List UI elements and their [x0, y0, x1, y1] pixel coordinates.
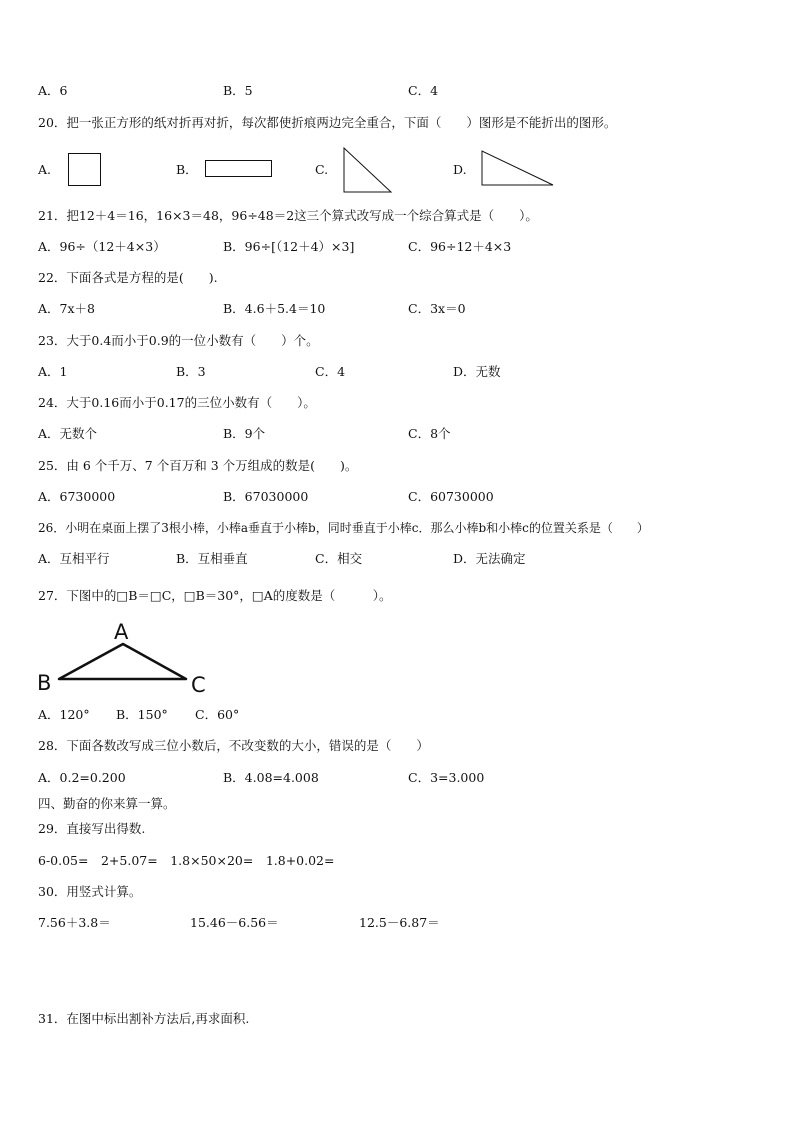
q29-stem: 29．直接写出得数. — [38, 821, 146, 836]
q22-option-c: C．3x＝0 — [408, 301, 466, 316]
q24-option-a: A．无数个 — [38, 426, 98, 441]
section-title: 四、勤奋的你来算一算。 — [38, 796, 176, 811]
q25-option-b: B．67030000 — [223, 489, 309, 504]
q30-expression-2: 15.46－6.56＝ — [190, 915, 279, 930]
q21-stem: 21．把12＋4＝16，16×3＝48，96÷48＝2这三个算式改写成一个综合算式是（ ）。 — [38, 208, 538, 223]
right-triangle-figure — [481, 150, 555, 186]
vertex-label-a: A — [114, 620, 129, 644]
q20-option-d: D. — [453, 162, 467, 177]
q28-stem: 28．下面各数改写成三位小数后，不改变数的大小，错误的是（ ） — [38, 738, 429, 753]
q21-option-b: B．96÷[（12＋4）×3] — [223, 239, 355, 254]
triangle-abc-figure — [36, 618, 216, 698]
q29-items: 6-0.05= 2+5.07= 1.8×50×20= 1.8+0.02= — [38, 853, 335, 868]
vertex-label-c: C — [191, 673, 206, 697]
q23-option-b: B．3 — [176, 364, 206, 379]
q19-option-a: A．6 — [38, 83, 68, 98]
q24-option-b: B．9个 — [223, 426, 266, 441]
q21-option-c: C．96÷12＋4×3 — [408, 239, 512, 254]
q25-option-c: C．60730000 — [408, 489, 494, 504]
q25-stem: 25．由 6 个千万、7 个百万和 3 个万组成的数是( )。 — [38, 458, 358, 473]
q23-option-c: C．4 — [315, 364, 346, 379]
isosceles-right-triangle-figure — [343, 147, 393, 193]
q26-option-d: D．无法确定 — [453, 551, 526, 566]
q27-option-b: B．150° — [116, 707, 168, 722]
q20-option-b: B． — [176, 162, 198, 177]
q30-expression-1: 7.56＋3.8＝ — [38, 915, 111, 930]
q26-stem: 26．小明在桌面上摆了3根小棒，小棒a垂直于小棒b，同时垂直于小棒c．那么小棒b和小棒c的位置关系是（ ） — [38, 521, 649, 535]
square-figure — [68, 153, 102, 187]
q23-stem: 23．大于0.4而小于0.9的一位小数有（ ）个。 — [38, 333, 319, 348]
q28-option-c: C．3=3.000 — [408, 770, 485, 785]
q19-option-c: C．4 — [408, 83, 439, 98]
q19-option-b: B．5 — [223, 83, 253, 98]
q31-stem: 31．在图中标出割补方法后,再求面积. — [38, 1011, 250, 1026]
q22-stem: 22．下面各式是方程的是( ). — [38, 270, 218, 285]
q24-option-c: C．8个 — [408, 426, 451, 441]
q22-option-a: A．7x＋8 — [38, 301, 95, 316]
q20-stem: 20．把一张正方形的纸对折再对折，每次都使折痕两边完全重合，下面（ ）图形是不能折出的图形。 — [38, 115, 617, 130]
q30-expression-3: 12.5－6.87＝ — [359, 915, 440, 930]
q20-option-c: C. — [315, 162, 329, 177]
q23-option-d: D．无数 — [453, 364, 501, 379]
q30-stem: 30．用竖式计算。 — [38, 884, 142, 899]
q28-option-a: A．0.2=0.200 — [38, 770, 126, 785]
q26-option-b: B．互相垂直 — [176, 551, 248, 566]
q25-option-a: A．6730000 — [38, 489, 116, 504]
q27-option-a: A．120° — [38, 707, 90, 722]
q27-option-c: C．60° — [195, 707, 240, 722]
q24-stem: 24．大于0.16而小于0.17的三位小数有（ ）。 — [38, 395, 316, 410]
q28-option-b: B．4.08=4.008 — [223, 770, 319, 785]
q22-option-b: B．4.6＋5.4＝10 — [223, 301, 326, 316]
q21-option-a: A．96÷（12＋4×3） — [38, 239, 166, 254]
q23-option-a: A．1 — [38, 364, 68, 379]
q26-option-c: C．相交 — [315, 551, 363, 566]
q26-option-a: A．互相平行 — [38, 551, 110, 566]
q27-stem: 27．下图中的□B＝□C，□B＝30°，□A的度数是（ ）。 — [38, 588, 392, 603]
rectangle-figure — [205, 160, 273, 178]
vertex-label-b: B — [37, 671, 52, 695]
q20-option-a: A. — [38, 162, 52, 177]
